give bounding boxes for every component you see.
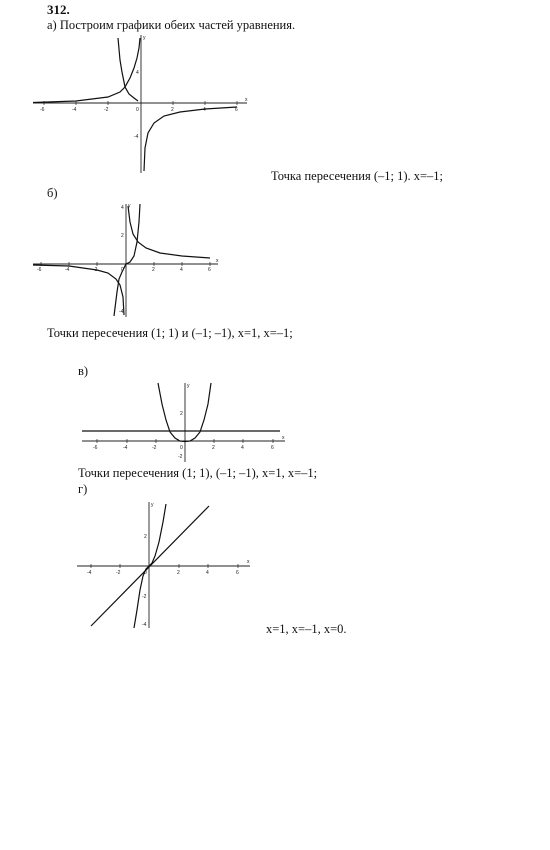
graph-d-xtick: 2 [177, 570, 180, 576]
graph-d-y-label: y [151, 502, 154, 508]
graph-b-curve-hyp-right [128, 206, 210, 258]
graph-c-xtick: 4 [241, 445, 244, 451]
answer-d: x=1, x=–1, x=0. [266, 622, 347, 636]
graph-d-ytick: -4 [142, 622, 147, 628]
label-b: б) [47, 186, 58, 200]
graph-b-curve-cubic [114, 204, 140, 316]
graph-a-curve-exp [33, 38, 140, 103]
graph-b-curve-hyp-left [33, 265, 124, 315]
graph-b-xtick: -6 [37, 267, 42, 273]
graph-d-x-label: x [247, 559, 250, 565]
graph-c-xtick: 2 [212, 445, 215, 451]
graph-a-y-label: y [143, 35, 146, 41]
graph-b-ytick: 4 [121, 205, 124, 211]
graph-b-x-label: x [216, 258, 219, 264]
graph-c-xtick: 6 [271, 445, 274, 451]
graph-d-xtick: -4 [87, 570, 92, 576]
label-c: в) [78, 364, 89, 378]
graph-d-xtick: 0 [144, 570, 147, 576]
graph-d [75, 500, 260, 632]
graph-b-xtick: 4 [180, 267, 183, 273]
graph-b-y-label: y [128, 203, 131, 209]
graph-c-x-label: x [282, 435, 285, 441]
graph-b-xtick: -2 [93, 267, 98, 273]
graph-a-xtick: 2 [171, 107, 174, 113]
graph-c-xtick: -4 [123, 445, 128, 451]
graph-a-ytick: 4 [136, 70, 139, 76]
graph-c-xtick: -2 [152, 445, 157, 451]
graph-b-xtick: -4 [65, 267, 70, 273]
answer-b: Точки пересечения (1; 1) и (–1; –1), x=1, x=–1; [47, 326, 293, 340]
graph-a [30, 30, 255, 180]
graph-b [30, 200, 225, 320]
graph-a-xtick: 4 [203, 107, 206, 113]
graph-c-y-label: y [187, 383, 190, 389]
graph-a-x-label: x [245, 97, 248, 103]
graph-b-xtick: 6 [208, 267, 211, 273]
part-a-intro: а) Построим графики обеих частей уравнения. [47, 18, 296, 32]
graph-d-xtick: -2 [116, 570, 121, 576]
graph-d-ytick: 2 [144, 534, 147, 540]
graph-a-curve-hyp-right [144, 107, 237, 171]
graph-d-xtick: 4 [206, 570, 209, 576]
graph-b-ytick: 2 [121, 233, 124, 239]
graph-a-xtick: 6 [235, 107, 238, 113]
graph-b-ytick: -4 [119, 309, 124, 315]
graph-c-ytick: 2 [180, 411, 183, 417]
graph-c-ytick: -2 [178, 454, 183, 460]
graph-a-xtick: -4 [72, 107, 77, 113]
graph-b-xtick: 2 [152, 267, 155, 273]
graph-c [80, 380, 290, 465]
graph-c-xtick: -6 [93, 445, 98, 451]
graph-c-curve-quartic [158, 383, 211, 442]
graph-d-xtick: 6 [236, 570, 239, 576]
graph-a-xtick: 0 [136, 107, 139, 113]
answer-a: Точка пересечения (–1; 1). x=–1; [271, 169, 444, 183]
graph-a-xtick: -6 [40, 107, 45, 113]
answer-c: Точки пересечения (1; 1), (–1; –1), x=1, x=–1; [78, 466, 318, 480]
graph-a-xtick: -2 [104, 107, 109, 113]
problem-number: 312. [47, 2, 70, 17]
graph-a-ytick: -4 [134, 134, 139, 140]
graph-b-xtick: 0 [121, 267, 124, 273]
label-d: г) [78, 482, 88, 496]
graph-d-ytick: -2 [142, 594, 147, 600]
graph-c-xtick: 0 [180, 445, 183, 451]
